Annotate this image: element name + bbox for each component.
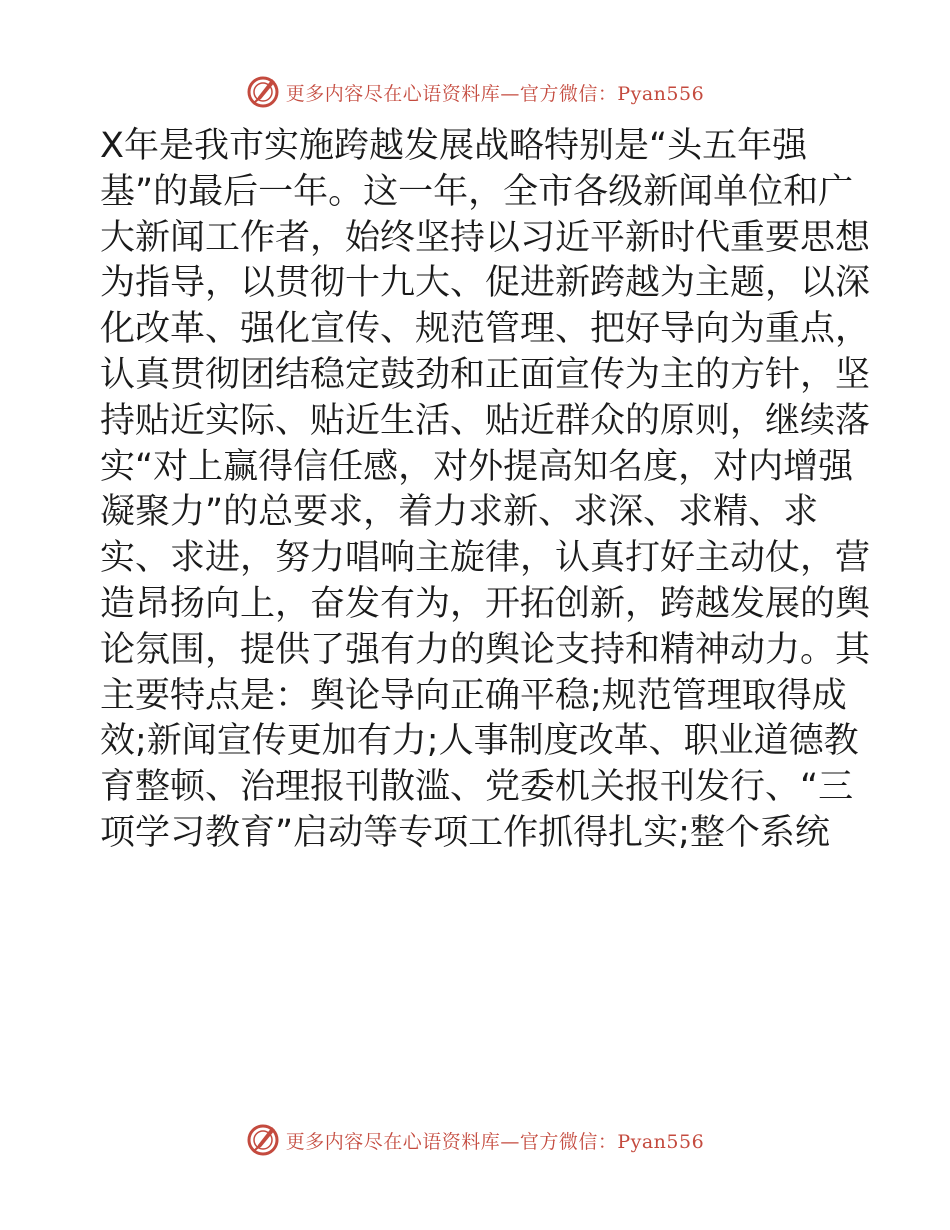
header-wechat-id: Pyan556	[617, 82, 705, 105]
header-banner	[0, 72, 950, 112]
text-line: 效;新闻宣传更加有力;人事制度改革、职业道德教	[100, 721, 859, 762]
text-line: 认真贯彻团结稳定鼓劲和正面宣传为主的方针，坚	[100, 354, 871, 395]
footer-banner-text	[286, 1127, 704, 1154]
footer-official-label: 官方微信：	[519, 1130, 618, 1153]
header-banner-text	[286, 79, 704, 106]
text-line: 大新闻工作者，始终坚持以习近平新时代重要思想	[100, 217, 871, 258]
footer-banner	[0, 1120, 950, 1160]
footer-separator: —	[500, 1130, 520, 1153]
footer-slogan: 更多内容尽在心语资料库	[285, 1130, 501, 1153]
text-line: 项学习教育”启动等专项工作抓得扎实;整个系统	[100, 812, 830, 853]
text-line: 论氛围，提供了强有力的舆论支持和精神动力。其	[100, 629, 871, 670]
text-line: 造昂扬向上，奋发有为，开拓创新，跨越发展的舆	[100, 583, 871, 624]
text-line: 凝聚力”的总要求，着力求新、求深、求精、求	[100, 492, 819, 533]
text-line: 为指导，以贯彻十九大、促进新跨越为主题，以深	[100, 263, 871, 304]
text-line: X年是我市实施跨越发展战略特别是“头五年强	[100, 126, 808, 166]
text-line: 化改革、强化宣传、规范管理、把好导向为重点，	[100, 309, 871, 350]
header-slogan: 更多内容尽在心语资料库	[285, 82, 501, 105]
footer-wechat-id: Pyan556	[617, 1130, 705, 1153]
document-body	[100, 124, 871, 857]
text-line: 主要特点是：舆论导向正确平稳;规范管理取得成	[100, 675, 847, 716]
text-line: 基”的最后一年。这一年，全市各级新闻单位和广	[100, 171, 854, 212]
quill-seal-logo	[246, 75, 280, 109]
text-line: 实“对上赢得信任感，对外提高知名度，对内增强	[100, 446, 854, 487]
header-separator: —	[500, 82, 520, 105]
text-line: 持贴近实际、贴近生活、贴近群众的原则，继续落	[100, 400, 871, 441]
header-official-label: 官方微信：	[519, 82, 618, 105]
quill-seal-logo	[246, 1123, 280, 1157]
text-line: 实、求进，努力唱响主旋律，认真打好主动仗，营	[100, 538, 871, 579]
text-line: 育整顿、治理报刊散滥、党委机关报刊发行、“三	[100, 767, 854, 808]
